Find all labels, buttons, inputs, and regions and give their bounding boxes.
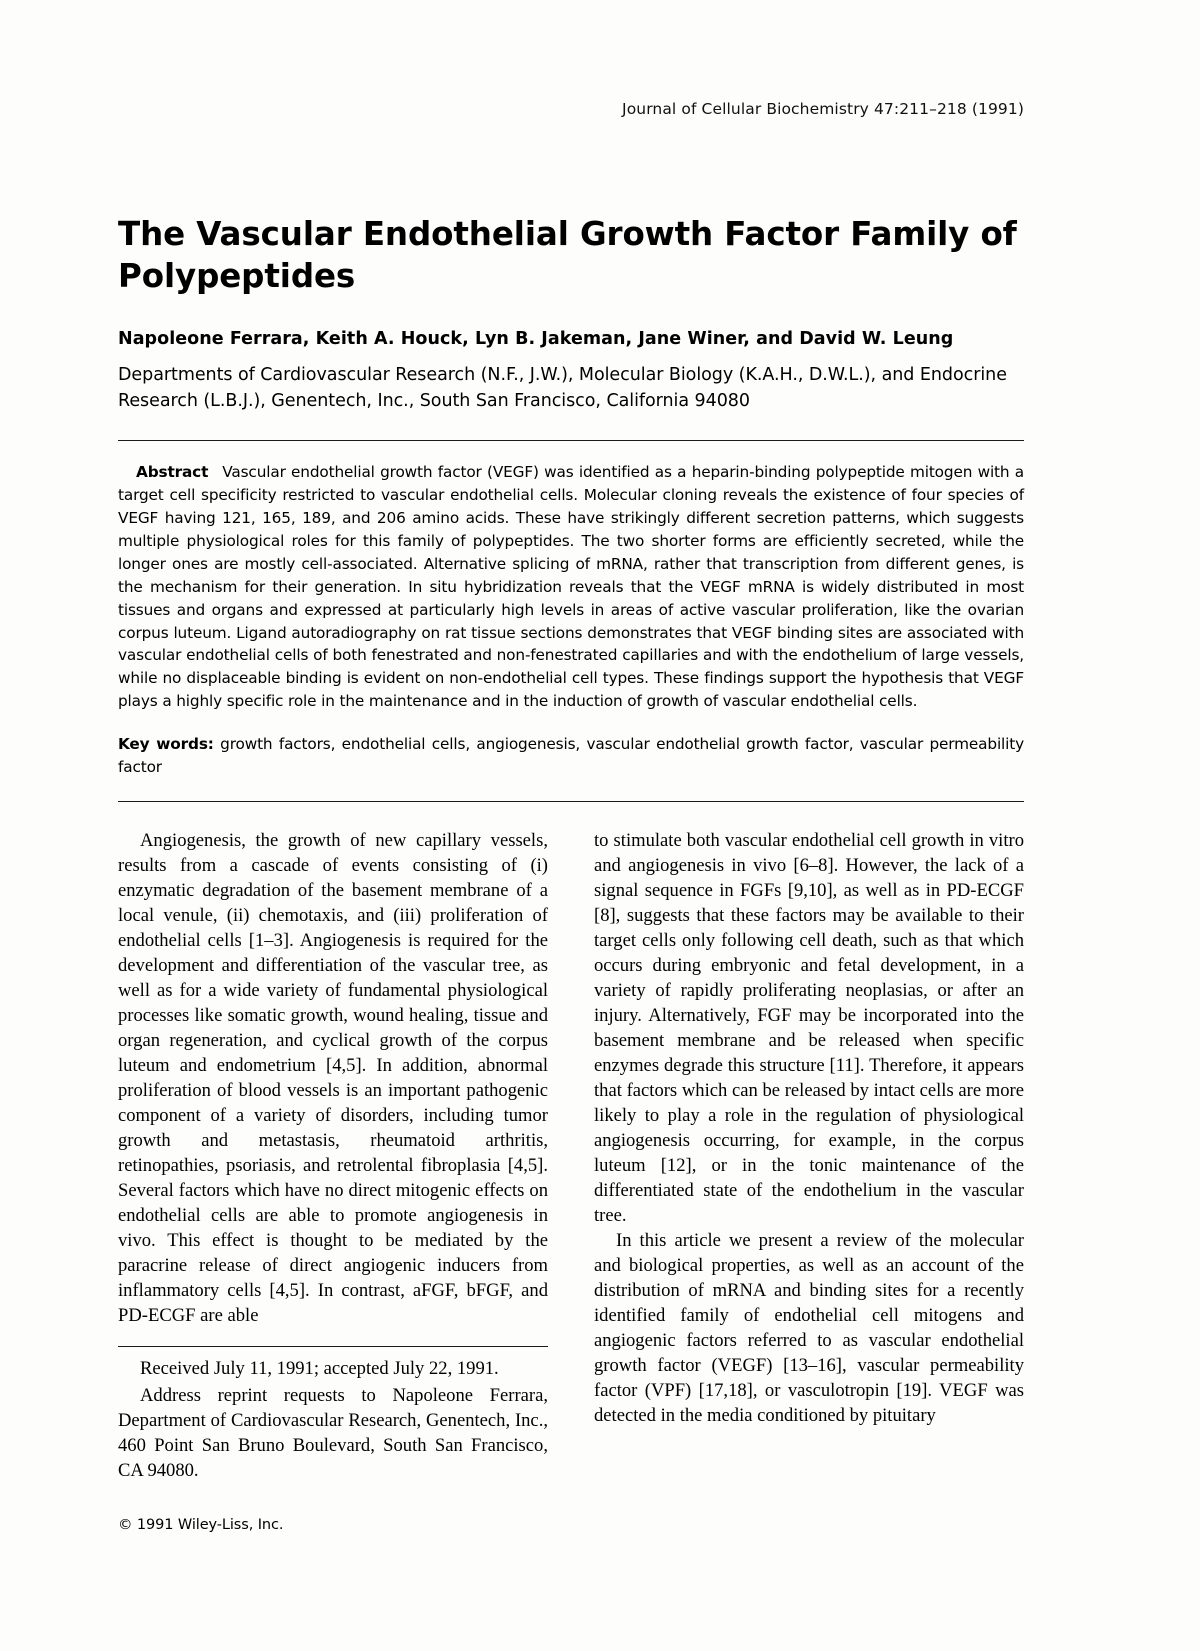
footnote-divider [118, 1346, 548, 1347]
abstract-section [118, 461, 1024, 713]
paragraph: to stimulate both vascular endothelial cell growth in vitro and angiogenesis in vivo [6–8]. However, the lack of a signal sequence in FGFs [9,10], as well as in PD-ECGF [8], suggests that these factors may be available to their target cells only following cell death, such as that which occurs during embryonic and fetal development, in a variety of rapidly proliferating neoplasias, or after an injury. Alternatively, FGF may be incorporated into the basement membrane and be released when specific enzymes degrade this structure [11]. Therefore, it appears that factors which can be released by intact cells are more likely to play a role in the regulation of physiological angiogenesis occurring, for example, in the corpus luteum [12], or in the tonic maintenance of the differentiated state of the endothelium in the vascular tree. [594, 830, 1024, 1227]
author-list: Napoleone Ferrara, Keith A. Houck, Lyn B. Jakeman, Jane Winer, and David W. Leung [118, 329, 954, 350]
keywords-label: Key words: [118, 735, 214, 754]
abstract-label: Abstract [136, 462, 209, 481]
column-left [118, 828, 548, 1533]
article-content [118, 0, 1024, 1533]
column-right [594, 828, 1024, 1533]
abstract-text: Vascular endothelial growth factor (VEGF) was identified as a heparin-binding polypeptide mitogen with a target cell specificity restricted to vascular endothelial cells. Molecular cloning reveals the existence of four species of VEGF having 121, 165, 189, and 206 amino acids. These have strikingly different secretion patterns, which suggests multiple physiological roles for this family of polypeptides. The two shorter forms are efficiently secreted, while the longer ones are mostly cell-associated. Alternative splicing of mRNA, rather that transcription from different genes, is the mechanism for their generation. In situ hybridization reveals that the VEGF mRNA is widely distributed in most tissues and organs and expressed at particularly high levels in areas of active vascular proliferation, like the ovarian corpus luteum. Ligand autoradiography on rat tissue sections demonstrates that VEGF binding sites are associated with vascular endothelial cells of both fenestrated and non-fenestrated capillaries and with the endothelium of large vessels, while no displaceable binding is evident on non-endothelial cell types. These findings support the hypothesis that VEGF plays a highly specific role in the maintenance and in the induction of growth of vascular endothelial cells. [118, 462, 1024, 711]
divider-top [118, 440, 1024, 441]
keywords-section [118, 733, 1024, 779]
footnote-block [118, 1356, 548, 1483]
paragraph: In this article we present a review of the molecular and biological properties, as well as an account of the distribution of mRNA and binding sites for a recently identified family of endothelial cell mitogens and angiogenic factors referred to as vascular endothelial growth factor (VEGF) [13–16], vascular permeability factor (VPF) [17,18], or vasculotropin [19]. VEGF was detected in the media conditioned by pituitary [594, 1230, 1024, 1427]
footnote-received: Received July 11, 1991; accepted July 22, 1991. [140, 1358, 499, 1380]
divider-bottom [118, 801, 1024, 802]
keywords-text: growth factors, endothelial cells, angiogenesis, vascular endothelial growth factor, vascular permeability factor [118, 735, 1024, 777]
copyright-line: © 1991 Wiley-Liss, Inc. [118, 1517, 284, 1534]
paragraph: Angiogenesis, the growth of new capillary vessels, results from a cascade of events consisting of (i) enzymatic degradation of the basement membrane of a local venule, (ii) chemotaxis, and (iii) proliferation of endothelial cells [1–3]. Angiogenesis is required for the development and differentiation of the vascular tree, as well as for a wide variety of fundamental physiological processes like somatic growth, wound healing, tissue and organ regeneration, and cyclical growth of the corpus luteum and endometrium [4,5]. In addition, abnormal proliferation of blood vessels is an important pathogenic component of a variety of disorders, including tumor growth and metastasis, rheumatoid arthritis, retinopathies, psoriasis, and retrolental fibroplasia [4,5]. Several factors which have no direct mitogenic effects on endothelial cells are able to promote angiogenesis in vivo. This effect is thought to be mediated by the paracrine release of direct angiogenic inducers from inflammatory cells [4,5]. In contrast, aFGF, bFGF, and PD-ECGF are able [118, 830, 548, 1327]
affiliation: Departments of Cardiovascular Research (N.F., J.W.), Molecular Biology (K.A.H., D.W.L.), and Endocrine Research (L.B.J.), Genentech, Inc., South San Francisco, California 94080 [118, 365, 1007, 411]
footnote-address: Address reprint requests to Napoleone Ferrara, Department of Cardiovascular Research, Genentech, Inc., 460 Point San Bruno Boulevard, South San Francisco, CA 94080. [118, 1385, 548, 1482]
body-columns [118, 828, 1024, 1533]
journal-running-head: Journal of Cellular Biochemistry 47:211–218 (1991) [622, 100, 1024, 118]
page-title: The Vascular Endothelial Growth Factor Family of Polypeptides [118, 215, 1017, 295]
